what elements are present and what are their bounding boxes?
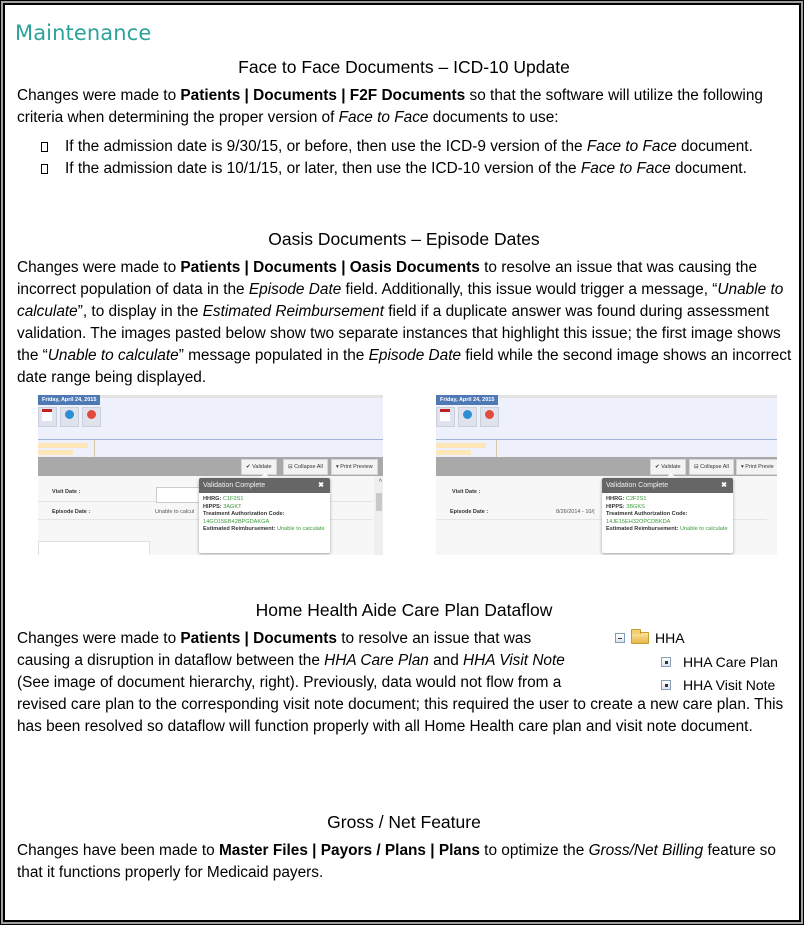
divider (496, 440, 497, 457)
calendar-icon (436, 407, 455, 427)
calendar-icon (38, 407, 57, 427)
panel (38, 541, 150, 555)
reimbursement-value: Unable to calculate (680, 526, 728, 533)
list-item (41, 136, 801, 158)
validation-popup (602, 478, 733, 553)
text: (See image of document hierarchy, right). Previously, data would not flow from a (17, 674, 562, 691)
bullet-box-icon (41, 142, 48, 152)
emphasis: Face to Face (586, 138, 677, 155)
tac-label: Treatment Authorization Code: (606, 511, 688, 518)
logout-icon (82, 407, 101, 427)
highlight-bar (436, 450, 471, 455)
episode-date-label: Episode Date : (450, 509, 489, 515)
section-oasis-paragraph (17, 257, 799, 389)
hipps-row (203, 504, 326, 512)
popup-body (203, 496, 326, 534)
reimbursement-value: Unable to calculate (277, 526, 325, 533)
tree-label: HHA (655, 630, 685, 646)
sub-header (38, 440, 383, 457)
hipps-row (606, 504, 729, 512)
text: to resolve an issue that was causing the incorrect population of data in the (17, 259, 758, 298)
highlight-bar (38, 450, 73, 455)
text: documents to use: (428, 109, 559, 126)
emphasis: HHA Care Plan (324, 652, 429, 669)
hhrg-value: C1F2S1 (222, 496, 244, 502)
menu-path: Patients | Documents | F2F Documents (180, 87, 466, 104)
highlight-bar (38, 443, 88, 448)
emphasis: Face to Face (338, 109, 429, 126)
text: Changes have been made to (17, 842, 219, 859)
header-icons (436, 407, 499, 427)
reimbursement-label: Estimated Reimbursement: (203, 526, 276, 533)
info-icon (60, 407, 79, 427)
info-icon (458, 407, 477, 427)
popup-body (606, 496, 729, 534)
scrollbar-thumb[interactable] (376, 493, 382, 511)
text: feature so that it functions properly for Medicaid payers. (17, 842, 776, 881)
divider (94, 440, 95, 457)
visit-date-label: Visit Date : (52, 489, 81, 495)
collapse-icon[interactable] (615, 633, 625, 643)
tree-label: HHA Care Plan (683, 654, 778, 670)
document-icon (661, 680, 671, 690)
text: Changes were made to (17, 630, 181, 647)
tac-row (606, 511, 729, 519)
section-title-hha: Home Health Aide Care Plan Dataflow (255, 600, 553, 620)
section-title-f2f: Face to Face Documents – ICD-10 Update (238, 57, 570, 77)
tac-value: 14GO15EB42BPGDAKGA (203, 518, 270, 525)
text: Changes were made to (17, 87, 181, 104)
emphasis: Estimated Reimbursement (202, 303, 384, 320)
document-icon (661, 657, 671, 667)
bullet-box-icon (41, 164, 48, 174)
emphasis: Gross/Net Billing (588, 842, 704, 859)
page-title: Maintenance (15, 21, 152, 45)
print-preview-button[interactable]: ▾ Print Preview (331, 459, 378, 475)
episode-date-label: Episode Date : (52, 509, 91, 515)
text: to optimize the (479, 842, 589, 859)
hipps-label: HIPPS: (606, 503, 625, 510)
visit-date-label: Visit Date : (452, 489, 481, 495)
hipps-value: 3BGKS (626, 503, 645, 510)
hipps-label: HIPPS: (203, 503, 222, 510)
hhrg-value: C2F2S1 (625, 496, 647, 502)
tac-row (203, 511, 326, 519)
section-title-gross-net: Gross / Net Feature (327, 812, 481, 832)
sub-header (436, 440, 777, 457)
popup-title: Validation Complete (602, 478, 733, 493)
menu-path: Patients | Documents | Oasis Documents (180, 259, 480, 276)
reimbursement-label: Estimated Reimbursement: (606, 526, 679, 533)
close-icon[interactable]: ✖ (318, 482, 324, 489)
section-f2f-paragraph (17, 85, 799, 129)
scrollbar[interactable] (374, 476, 383, 555)
logout-icon (480, 407, 499, 427)
text: document. (670, 160, 747, 177)
criteria-list (41, 136, 801, 180)
text-line (17, 650, 607, 672)
reimbursement-row (606, 526, 729, 534)
text: field. Additionally, this issue would trigger a message, “ (341, 281, 718, 298)
collapse-all-button[interactable]: ⊟ Collapse All (283, 459, 328, 475)
validation-popup (199, 478, 330, 553)
print-preview-button[interactable]: ▾ Print Previe (736, 459, 777, 475)
text: If the admission date is 10/1/15, or later, then use the ICD-10 version of the (65, 160, 581, 177)
emphasis: Face to Face (580, 160, 671, 177)
emphasis: Episode Date (248, 281, 342, 298)
text: Changes were made to (17, 259, 181, 276)
emphasis: Unable to calculate (47, 347, 179, 364)
text: and (428, 652, 464, 669)
episode-date-value: 8/26/2014 - 10/( (556, 509, 595, 515)
list-item (41, 158, 801, 180)
validate-button[interactable]: ✔ Validate (650, 459, 686, 475)
date-tab: Friday, April 24, 2015 (38, 395, 100, 405)
text: If the admission date is 9/30/15, or before, then use the ICD-9 version of the (65, 138, 587, 155)
close-icon[interactable]: ✖ (721, 482, 727, 489)
text: ” message populated in the (178, 347, 369, 364)
text: causing a disruption in dataflow between the (17, 652, 325, 669)
screenshot-unable-to-calculate (38, 395, 383, 555)
menu-path: Master Files | Payors / Plans | Plans (218, 842, 480, 859)
screenshot-incorrect-date-range (436, 395, 777, 555)
section-hha-paragraph-lines (17, 628, 607, 694)
hhrg-label: HHRG: (606, 496, 625, 502)
episode-date-value: Unable to calcul (155, 509, 195, 515)
emphasis: HHA Visit Note (463, 652, 565, 669)
section-gross-net-paragraph (17, 840, 799, 884)
text: to resolve an issue that was (336, 630, 532, 647)
text: ”, to display in the (77, 303, 203, 320)
text: field if a duplicate answer was found during assessment validation. The images pasted below show two separate instances that highlight this issue; the first image shows the “ (17, 303, 781, 364)
text: so that the software will utilize the following criteria when determining the proper version of (17, 87, 763, 126)
emphasis: Unable to calculate (17, 281, 784, 320)
text-line (17, 628, 607, 650)
page-frame (3, 3, 801, 922)
section-title-oasis: Oasis Documents – Episode Dates (268, 229, 540, 249)
tree-label: HHA Visit Note (683, 677, 776, 693)
date-tab: Friday, April 24, 2015 (436, 395, 498, 405)
validate-button[interactable]: ✔ Validate (241, 459, 277, 475)
section-hha-paragraph: revised care plan to the corresponding visit note document; this required the user to create a new care plan. This has been resolved so dataflow will function properly with all Home Health care plan and visit note document. (17, 696, 784, 735)
tac-label: Treatment Authorization Code: (203, 511, 285, 518)
emphasis: Episode Date (368, 347, 462, 364)
popup-title: Validation Complete (199, 478, 330, 493)
reimbursement-row (203, 526, 326, 534)
hipps-value: 3AGKT (223, 503, 242, 510)
chevron-up-icon[interactable]: ^ (378, 479, 382, 486)
hhrg-row (606, 496, 729, 504)
highlight-bar (436, 443, 486, 448)
hhrg-label: HHRG: (203, 496, 222, 502)
tac-value: 14JE15EH32OPCDBKDA (606, 518, 671, 525)
header-icons (38, 407, 101, 427)
text: document. (676, 138, 753, 155)
folder-icon (631, 632, 649, 644)
hhrg-row (203, 496, 326, 504)
text-line (17, 672, 607, 694)
menu-path: Patients | Documents (180, 630, 337, 647)
collapse-all-button[interactable]: ⊟ Collapse All (689, 459, 734, 475)
text: field while the second image shows an incorrect date range being displayed. (17, 347, 792, 386)
